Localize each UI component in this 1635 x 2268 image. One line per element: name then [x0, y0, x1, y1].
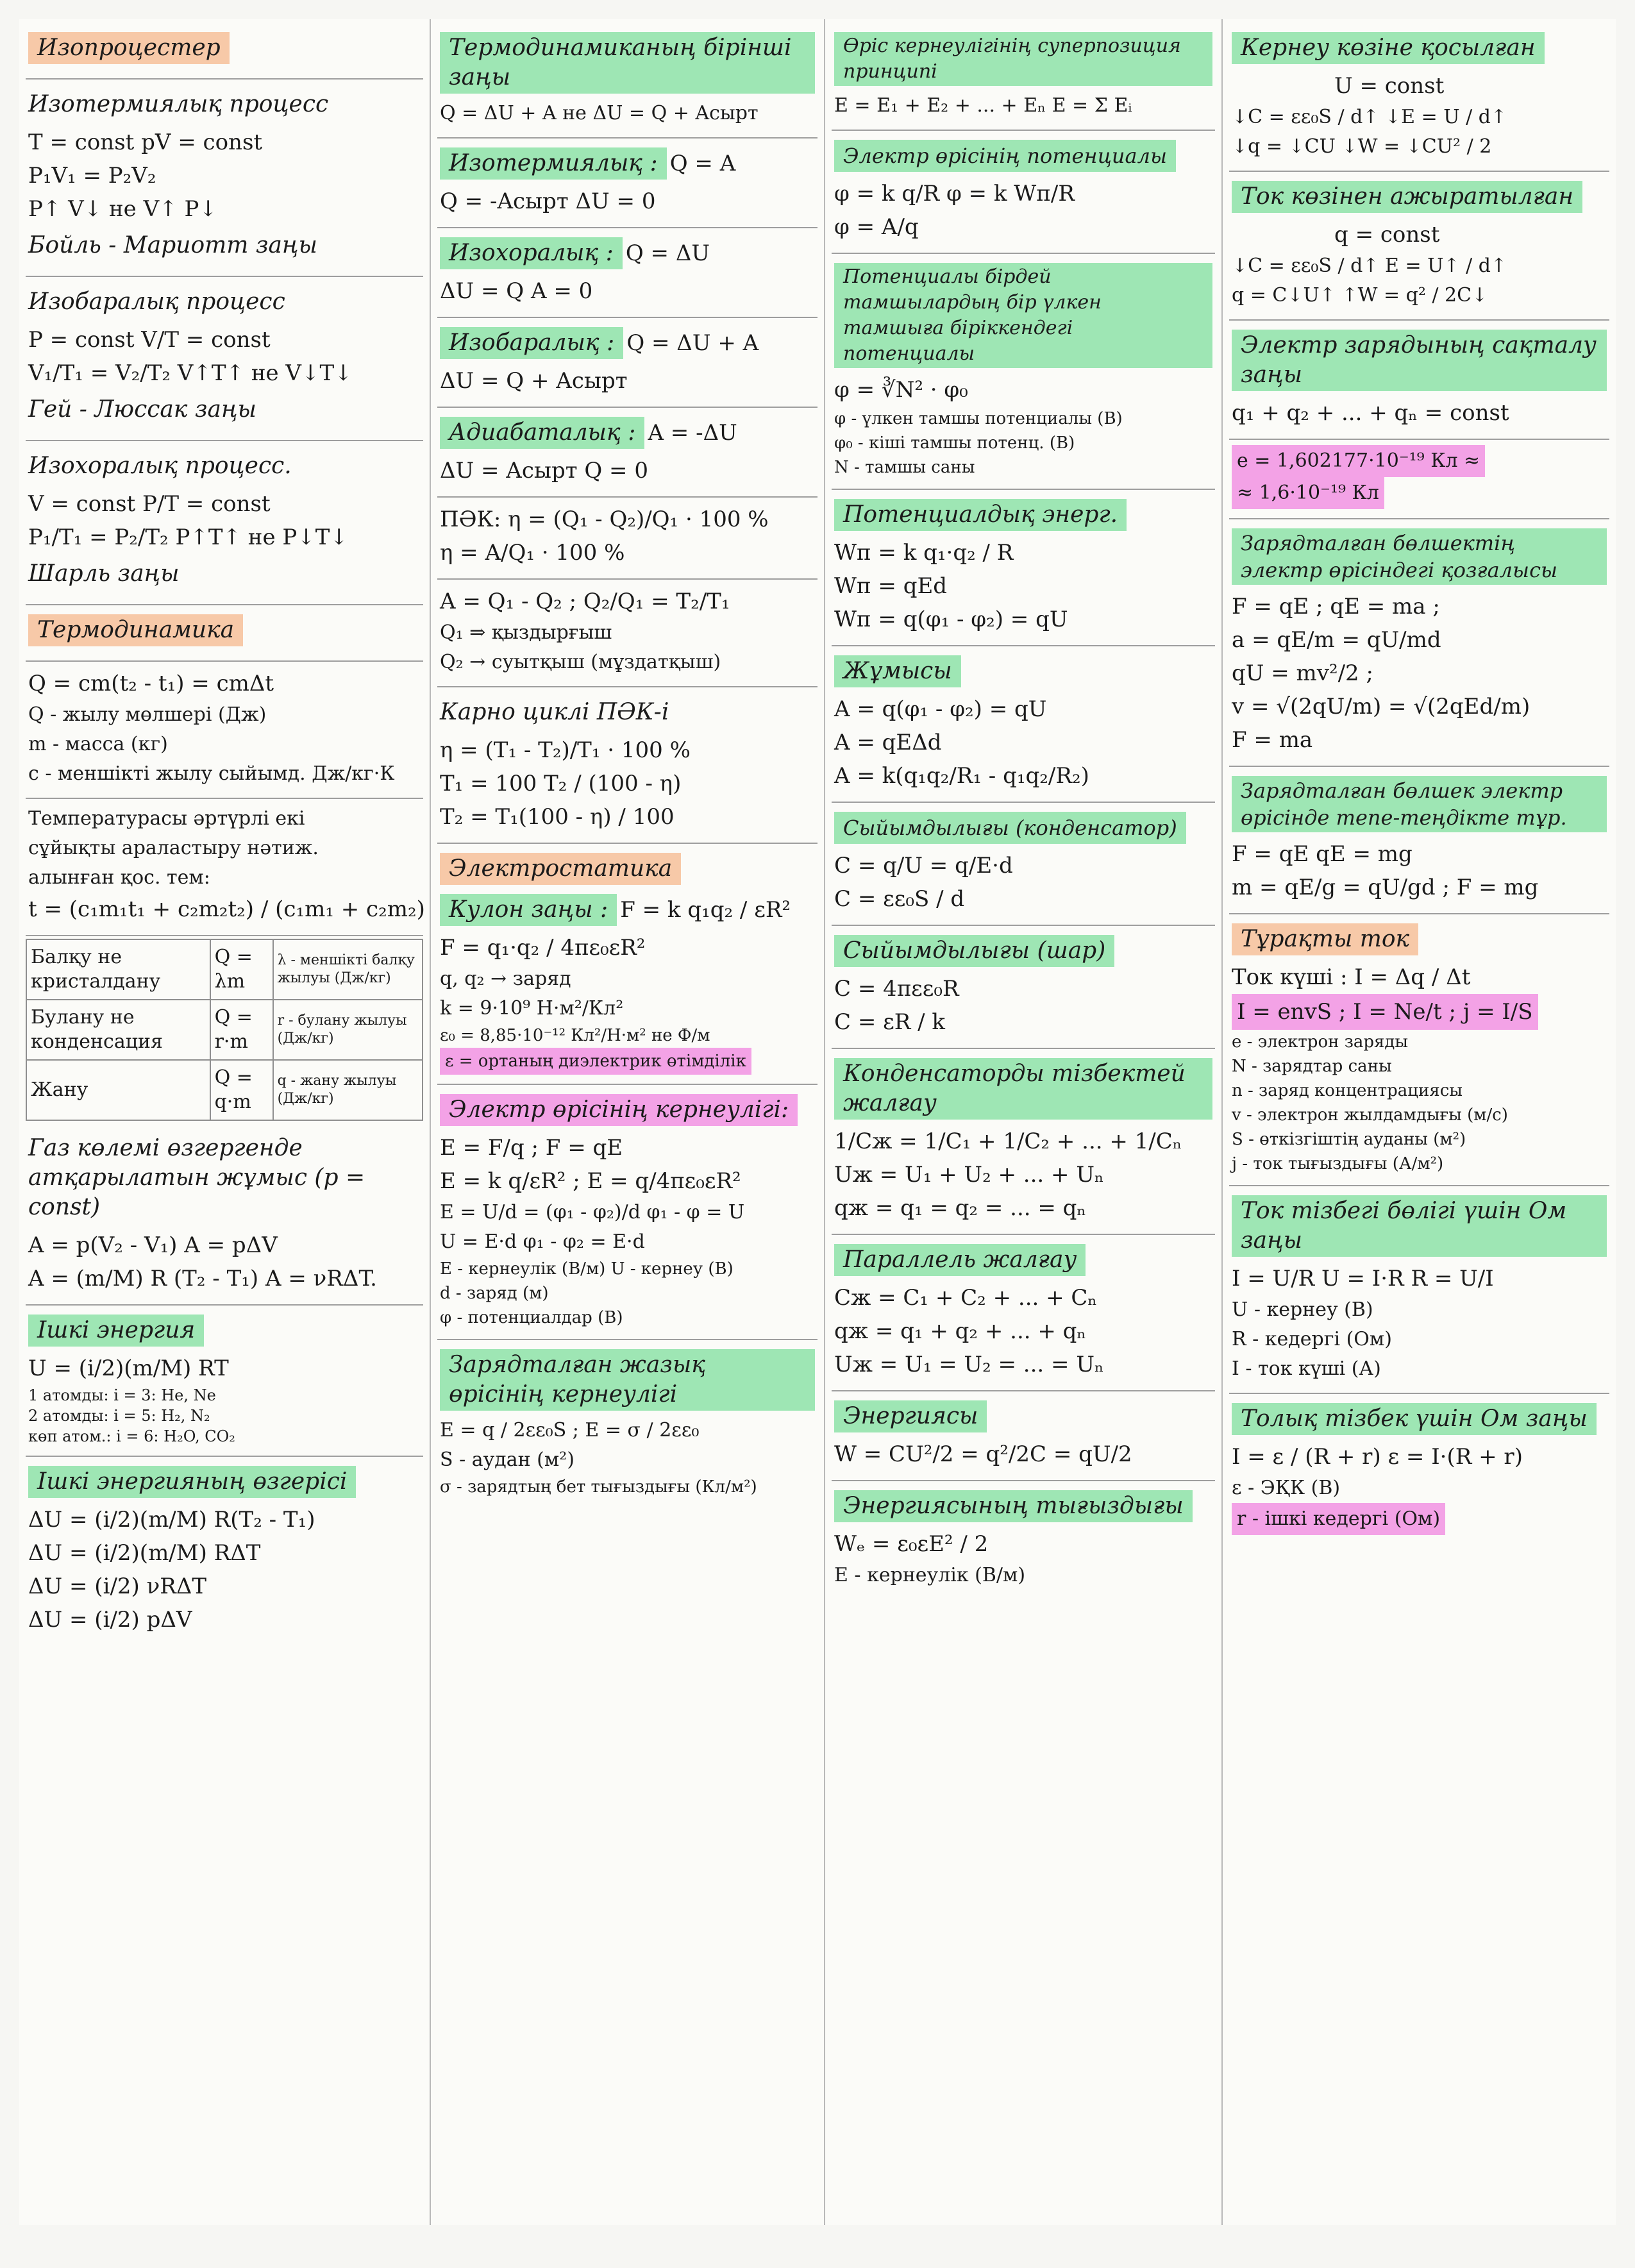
definition: R - кедергі (Ом) — [1232, 1328, 1392, 1350]
formula: F = ma — [1232, 727, 1313, 753]
formula: Wₑ = ε₀εE² / 2 — [834, 1531, 989, 1557]
note: 1 атомды: i = 3: He, Ne — [28, 1386, 216, 1404]
definition: c - меншікті жылу сыйымд. Дж/кг·К — [28, 762, 395, 785]
formula: F = q₁·q₂ / 4πε₀εR² — [440, 935, 646, 961]
process-label: Изотермиялық : — [440, 147, 667, 180]
formula: ↓C = εε₀S / d↑ E = U↑ / d↑ — [1232, 255, 1507, 277]
formula: ↓C = εε₀S / d↑ ↓E = U / d↑ — [1232, 106, 1507, 128]
coulomb-label: Кулон заңы : — [440, 894, 617, 926]
pe-title: Потенциалдық энерг. — [834, 499, 1127, 531]
formula: E = k q/εR² ; E = q/4πε₀εR² — [440, 1168, 741, 1194]
table-row — [26, 1000, 423, 1060]
gaswork-title: Газ көлемі өзгергенде атқарылатын жұмыс (p = const) — [28, 1135, 365, 1220]
formula: Uж = U₁ + U₂ + ... + Uₙ — [834, 1162, 1104, 1188]
definition: N - зарядтар саны — [1232, 1057, 1392, 1076]
formula: E = q / 2εε₀S ; E = σ / 2εε₀ — [440, 1419, 700, 1441]
formula: t = (c₁m₁t₁ + c₂m₂t₂) / (c₁m₁ + c₂m₂) — [28, 896, 425, 922]
definition: m - масса (кг) — [28, 733, 168, 755]
table-cell: Q = λm — [210, 939, 273, 1000]
definition: S - өткізгіштің ауданы (м²) — [1232, 1130, 1466, 1149]
formula: T₂ = T₁(100 - η) / 100 — [440, 804, 675, 830]
formula: U = const — [1334, 73, 1445, 99]
plane-title: Зарядталған жазық өрісінің кернеулігі — [440, 1349, 815, 1411]
process-label: Изохоралық : — [440, 237, 623, 269]
formula: ΔU = (i/2)(m/M) RΔT — [28, 1540, 261, 1566]
text: алынған қос. тем: — [28, 866, 210, 889]
formula: ΔU = (i/2)(m/M) R(T₂ - T₁) — [28, 1507, 315, 1533]
formula: 1/Cж = 1/C₁ + 1/C₂ + ... + 1/Cₙ — [834, 1129, 1182, 1154]
table-cell: r - булану жылуы (Дж/кг) — [273, 1000, 423, 1060]
definition: j - ток тығыздығы (А/м²) — [1232, 1154, 1444, 1173]
inner-energy-title: Ішкі энергия — [28, 1315, 204, 1347]
definition: S - аудан (м²) — [440, 1449, 574, 1471]
sphere-title: Сыйымдылығы (шар) — [834, 935, 1114, 967]
formula: ↓q = ↓CU ↓W = ↓CU² / 2 — [1232, 135, 1492, 158]
motion-title: Зарядталған бөлшектің электр өрісіндегі қозғалысы — [1232, 528, 1607, 585]
definition: q, q₂ → заряд — [440, 968, 571, 990]
parallel-title: Параллель жалғау — [834, 1244, 1086, 1276]
conserve-title: Электр зарядының сақталу заңы — [1232, 330, 1607, 391]
formula: ПӘК: η = (Q₁ - Q₂)/Q₁ · 100 % — [440, 507, 769, 532]
energy-title: Энергиясы — [834, 1400, 987, 1432]
isotherm-title: Изотермиялық процесс — [28, 91, 329, 117]
definition: d - заряд (м) — [440, 1284, 549, 1303]
formula: T = const pV = const — [28, 130, 263, 155]
formula: T₁ = 100 T₂ / (100 - η) — [440, 771, 682, 796]
formula: Q = ΔU + A — [626, 330, 759, 356]
table-cell: Q = r·m — [210, 1000, 273, 1060]
formula: P↑ V↓ не V↑ P↓ — [28, 196, 217, 222]
formula: C = q/U = q/E·d — [834, 853, 1013, 878]
formula: φ = A/q — [834, 214, 919, 240]
formula: Q = -Aсырт ΔU = 0 — [440, 189, 656, 214]
formula: A = q(φ₁ - φ₂) = qU — [834, 696, 1047, 722]
formula: Q = A — [669, 151, 736, 176]
formula: A = p(V₂ - V₁) A = pΔV — [28, 1232, 278, 1258]
formula: q = const — [1334, 222, 1440, 248]
formula: η = (T₁ - T₂)/T₁ · 100 % — [440, 737, 691, 763]
table-cell: Булану не конденсация — [26, 1000, 210, 1060]
potential-title: Электр өрісінің потенциалы — [834, 140, 1176, 172]
definition: k = 9·10⁹ Н·м²/Кл² — [440, 997, 624, 1020]
density-title: Энергиясының тығыздығы — [834, 1490, 1193, 1522]
process-label: Адиабаталық : — [440, 417, 644, 449]
formula: a = qE/m = qU/md — [1232, 627, 1441, 653]
formula: q = C↓U↑ ↑W = q² / 2C↓ — [1232, 284, 1488, 307]
definition: Q₁ ⇒ қыздырғыш — [440, 621, 612, 644]
formula: I = envS ; I = Ne/t ; j = I/S — [1232, 994, 1538, 1030]
text: сұйықты араластыру нәтиж. — [28, 837, 319, 859]
formula: A = qEΔd — [834, 730, 942, 755]
table-cell: Жану — [26, 1060, 210, 1120]
formula: F = k q₁q₂ / εR² — [620, 897, 791, 923]
phase-table — [26, 939, 423, 1121]
table-row — [26, 1060, 423, 1120]
formula: Wп = k q₁·q₂ / R — [834, 540, 1014, 566]
formula: φ = k q/R φ = k Wп/R — [834, 181, 1075, 206]
formula: ΔU = Q A = 0 — [440, 278, 593, 304]
formula: v = √(2qU/m) = √(2qEd/m) — [1232, 694, 1530, 719]
isobar-title: Изобаралық процесс — [28, 289, 285, 315]
dc-title: Тұрақты ток — [1232, 923, 1418, 955]
formula: P = const V/T = const — [28, 327, 271, 353]
formula: V = const P/T = const — [28, 491, 271, 517]
formula: Cж = C₁ + C₂ + ... + Cₙ — [834, 1285, 1098, 1311]
formula: I = U/R U = I·R R = U/I — [1232, 1266, 1494, 1291]
formula: W = CU²/2 = q²/2C = qU/2 — [834, 1441, 1132, 1467]
carnot-title: Карно циклі ПӘК-і — [440, 699, 669, 725]
table-cell: Балқу не кристалдану — [26, 939, 210, 1000]
formula: A = (m/M) R (T₂ - T₁) A = νRΔT. — [28, 1266, 377, 1291]
formula: P₁/T₁ = P₂/T₂ P↑T↑ не P↓T↓ — [28, 525, 348, 550]
formula: E = F/q ; F = qE — [440, 1135, 623, 1161]
formula: E = E₁ + E₂ + ... + Eₙ E = Σ Eᵢ — [834, 94, 1132, 117]
table-cell: Q = q·m — [210, 1060, 273, 1120]
formula: ΔU = Q + Aсырт — [440, 368, 628, 394]
law-name: Шарль заңы — [28, 560, 180, 587]
disconnect-title: Ток көзінен ажыратылған — [1232, 181, 1582, 213]
isoprocess-title: Изопроцестер — [28, 32, 230, 64]
formula: qU = mv²/2 ; — [1232, 660, 1373, 686]
formula: qж = q₁ + q₂ + ... + qₙ — [834, 1318, 1087, 1344]
formula: C = εε₀S / d — [834, 886, 965, 912]
formula: I = ε / (R + r) ε = I·(R + r) — [1232, 1444, 1523, 1470]
definition: ε - ЭҚК (В) — [1232, 1477, 1341, 1499]
formula: m = qE/g = qU/gd ; F = mg — [1232, 875, 1539, 900]
definition: U - кернеу (В) — [1232, 1298, 1373, 1321]
note: көп атом.: i = 6: H₂O, CO₂ — [28, 1427, 235, 1445]
work-title: Жұмысы — [834, 655, 961, 687]
definition: e - электрон заряды — [1232, 1032, 1409, 1052]
formula: P₁V₁ = P₂V₂ — [28, 163, 156, 189]
formula: E = U/d = (φ₁ - φ₂)/d φ₁ - φ = U — [440, 1201, 745, 1223]
definition: σ - зарядтың бет тығыздығы (Кл/м²) — [440, 1477, 757, 1497]
formula: A = Q₁ - Q₂ ; Q₂/Q₁ = T₂/T₁ — [440, 589, 730, 614]
column-3 — [824, 19, 1221, 2225]
definition: N - тамшы саны — [834, 458, 975, 477]
definition: E - кернеулік (В/м) U - кернеу (В) — [440, 1259, 734, 1279]
table-cell: λ - меншікті балқу жылуы (Дж/кг) — [273, 939, 423, 1000]
note: 2 атомды: i = 5: H₂, N₂ — [28, 1407, 210, 1425]
charge-value: e = 1,602177·10⁻¹⁹ Кл ≈ — [1232, 445, 1485, 477]
inner-change-title: Ішкі энергияның өзгерісі — [28, 1466, 356, 1498]
column-4 — [1221, 19, 1616, 2225]
drops-title: Потенциалы бірдей тамшылардың бір үлкен тамшыға біріккендегі потенциалы — [834, 263, 1212, 368]
formula: ΔU = Aсырт Q = 0 — [440, 458, 648, 483]
formula: C = εR / k — [834, 1009, 946, 1035]
formula: A = k(q₁q₂/R₁ - q₁q₂/R₂) — [834, 763, 1089, 789]
superpos-title: Өріс кернеулігінің суперпозиция принципі — [834, 32, 1212, 86]
formula: Uж = U₁ = U₂ = ... = Uₙ — [834, 1352, 1104, 1377]
charge-value: ≈ 1,6·10⁻¹⁹ Кл — [1232, 477, 1384, 509]
definition: φ - үлкен тамшы потенциалы (В) — [834, 409, 1123, 428]
formula: Q = ΔU — [625, 240, 710, 266]
formula: ΔU = (i/2) pΔV — [28, 1607, 192, 1633]
definition: ε₀ = 8,85·10⁻¹² Кл²/Н·м² не Ф/м — [440, 1026, 710, 1045]
rest-title: Зарядталған бөлшек электр өрісінде тепе-теңдікте тұр. — [1232, 776, 1607, 832]
electrostatic-title: Электростатика — [440, 853, 681, 885]
first-law-title: Термодинамиканың бірінші заңы — [440, 32, 815, 94]
capacitor-title: Сыйымдылығы (конденсатор) — [834, 812, 1186, 844]
ohm-title: Ток тізбегі бөлігі үшін Ом заңы — [1232, 1195, 1607, 1257]
field-title: Электр өрісінің кернеулігі: — [440, 1094, 798, 1126]
definition: φ - потенциалдар (В) — [440, 1308, 623, 1327]
isochor-title: Изохоралық процесс. — [28, 453, 292, 479]
definition: Q - жылу мөлшері (Дж) — [28, 703, 267, 726]
formula: A = -ΔU — [648, 420, 737, 446]
definition: r - ішкі кедергі (Ом) — [1232, 1503, 1445, 1535]
formula: V₁/T₁ = V₂/T₂ V↑T↑ не V↓T↓ — [28, 360, 353, 386]
definition: E - кернеулік (В/м) — [834, 1564, 1026, 1586]
formula: Ток күші : I = Δq / Δt — [1232, 964, 1471, 990]
formula: ΔU = (i/2) νRΔT — [28, 1574, 207, 1599]
formula: Q = cm(t₂ - t₁) = cmΔt — [28, 671, 274, 696]
law-name: Бойль - Мариотт заңы — [28, 232, 317, 258]
table-cell: q - жану жылуы (Дж/кг) — [273, 1060, 423, 1120]
table-row — [26, 939, 423, 1000]
formula: Wп = qEd — [834, 573, 948, 599]
vsource-title: Кернеу көзіне қосылған — [1232, 32, 1545, 64]
definition: v - электрон жылдамдығы (м/с) — [1232, 1105, 1508, 1125]
column-1 — [19, 19, 430, 2225]
definition: I - ток күші (А) — [1232, 1357, 1381, 1380]
formula: Wп = q(φ₁ - φ₂) = qU — [834, 607, 1068, 632]
definition: n - заряд концентрациясы — [1232, 1081, 1463, 1100]
thermo-title: Термодинамика — [28, 614, 243, 646]
definition: φ₀ - кіші тамшы потенц. (В) — [834, 433, 1075, 453]
formula: η = A/Q₁ · 100 % — [440, 540, 625, 566]
formula: C = 4πεε₀R — [834, 976, 959, 1002]
formula: Q = ΔU + A не ΔU = Q + Aсырт — [440, 102, 759, 124]
text: Температурасы әртүрлі екі — [28, 807, 305, 830]
column-2 — [430, 19, 824, 2225]
process-label: Изобаралық : — [440, 327, 623, 359]
formula: F = qE ; qE = ma ; — [1232, 594, 1440, 619]
full-ohm-title: Толық тізбек үшін Ом заңы — [1232, 1403, 1597, 1435]
series-title: Конденсаторды тізбектей жалғау — [834, 1058, 1212, 1120]
formula: U = E·d φ₁ - φ₂ = E·d — [440, 1231, 645, 1253]
formula: qж = q₁ = q₂ = ... = qₙ — [834, 1195, 1087, 1221]
formula: φ = ∛N² · φ₀ — [834, 377, 968, 403]
formula: U = (i/2)(m/M) RT — [28, 1356, 229, 1381]
formula: F = qE qE = mg — [1232, 841, 1413, 867]
definition: ε = ортаның диэлектрик өтімділік — [440, 1048, 751, 1075]
definition: Q₂ → суытқыш (мұздатқыш) — [440, 651, 721, 673]
law-name: Гей - Люссак заңы — [28, 396, 256, 423]
formula-sheet — [19, 19, 1616, 2225]
formula: q₁ + q₂ + ... + qₙ = const — [1232, 400, 1509, 426]
